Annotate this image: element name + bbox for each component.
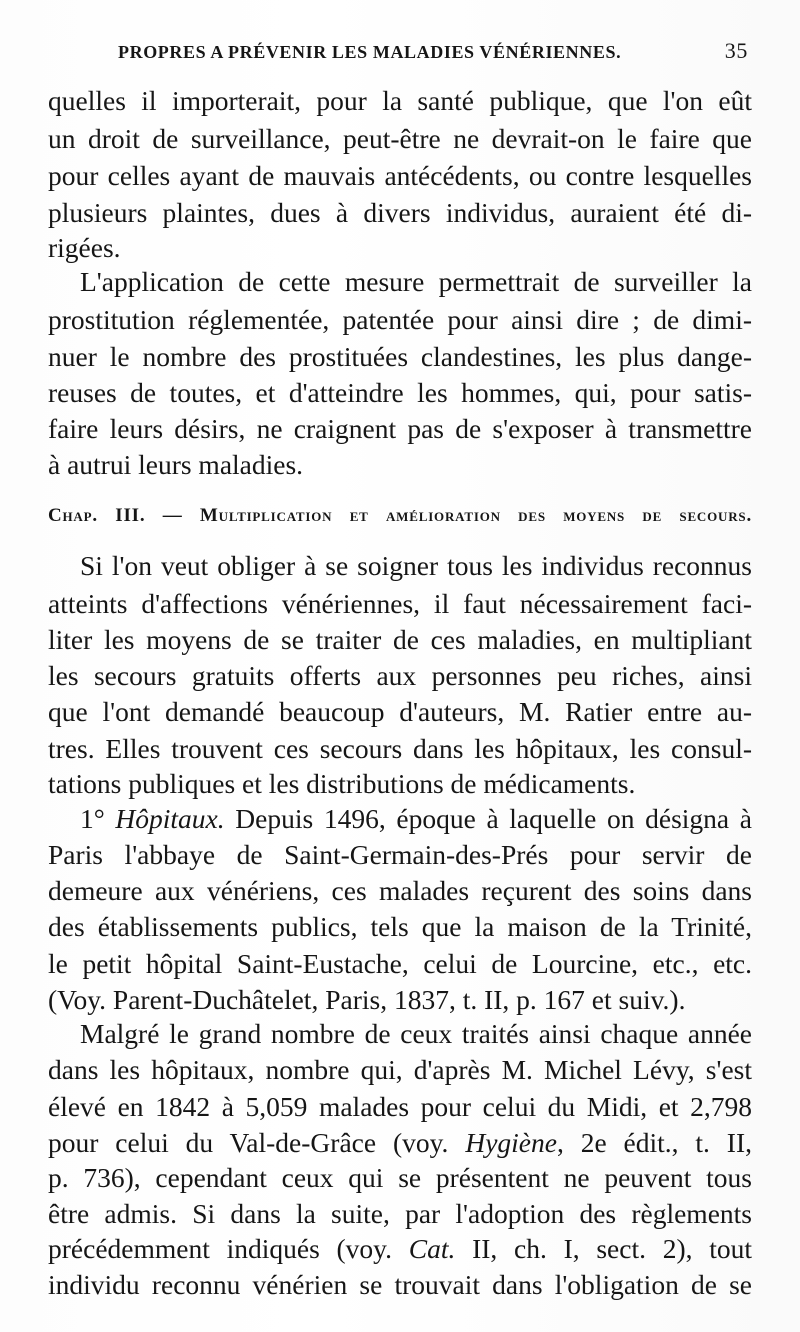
- text-line: (Voy. Parent-Duchâtelet, Paris, 1837, t. II, p. 167 et suiv.).: [48, 984, 686, 1015]
- text-line: reuses de toutes, et d'atteindre les hommes, qui, pour satis-: [48, 377, 752, 408]
- text-fragment: II, ch. I, sect. 2), tout: [455, 1233, 752, 1264]
- text-line: pour celles ayant de mauvais antécédents, ou contre lesquelles: [48, 160, 752, 191]
- text-line: quelles il importerait, pour la santé publique, que l'on eût: [48, 85, 752, 116]
- text-fragment: Depuis 1496, époque à laquelle on désigna à: [224, 803, 752, 834]
- running-head: [48, 38, 748, 68]
- text-line: nuer le nombre des prostituées clandestines, les plus dange-: [48, 341, 752, 372]
- text-fragment: , 2e édit., t. II,: [556, 1127, 752, 1158]
- text-line: [48, 1232, 752, 1266]
- page-number: 35: [724, 38, 748, 63]
- text-line: liter les moyens de se traiter de ces maladies, en multipliant: [48, 624, 752, 655]
- chapter-heading: Chap. III. — Multiplication et amélioration des moyens de secours.: [48, 505, 752, 526]
- text-line: plusieurs plaintes, dues à divers individus, auraient été di-: [48, 197, 752, 228]
- text-line: un droit de surveillance, peut-être ne devrait-on le faire que: [48, 123, 752, 154]
- italic-reference: Cat.: [408, 1233, 456, 1264]
- text-line: prostitution réglementée, patentée pour ainsi dire ; de dimi-: [48, 304, 752, 335]
- italic-title: Hygiène: [465, 1127, 557, 1158]
- text-line: tres. Elles trouvent ces secours dans les hôpitaux, les consul-: [48, 733, 752, 764]
- text-line: demeure aux vénériens, ces malades reçurent des soins dans: [48, 875, 752, 906]
- text-line: rigées.: [48, 232, 121, 263]
- text-line: les secours gratuits offerts aux personnes peu riches, ainsi: [48, 660, 752, 691]
- text-line: élevé en 1842 à 5,059 malades pour celui du Midi, et 2,798: [48, 1091, 752, 1122]
- section-term: Hôpitaux.: [115, 803, 225, 834]
- text-line: atteints d'affections vénériennes, il faut nécessairement faci-: [48, 588, 752, 619]
- text-line: à autrui leurs maladies.: [48, 449, 304, 480]
- text-line: p. 736), cependant ceux qui se présentent ne peuvent tous: [48, 1162, 752, 1193]
- text-line: Malgré le grand nombre de ceux traités ainsi chaque année: [80, 1018, 752, 1049]
- text-line: être admis. Si dans la suite, par l'adoption des règlements: [48, 1198, 752, 1229]
- text-line: tations publiques et les distributions de médicaments.: [48, 768, 636, 799]
- text-line: L'application de cette mesure permettrait de surveiller la: [80, 266, 752, 297]
- running-head-title: PROPRES A PRÉVENIR LES MALADIES VÉNÉRIENNES.: [118, 42, 622, 62]
- text-line: Si l'on veut obliger à se soigner tous les individus reconnus: [80, 550, 752, 581]
- text-line: que l'ont demandé beaucoup d'auteurs, M. Ratier entre au-: [48, 696, 752, 727]
- text-line: le petit hôpital Saint-Eustache, celui de Lourcine, etc., etc.: [48, 948, 752, 979]
- text-line: [80, 802, 752, 836]
- text-line: [48, 1126, 752, 1160]
- text-line: dans les hôpitaux, nombre qui, d'après M. Michel Lévy, s'est: [48, 1054, 752, 1085]
- text-line: Paris l'abbaye de Saint-Germain-des-Prés pour servir de: [48, 839, 752, 870]
- text-fragment: précédemment indiqués (voy.: [48, 1233, 409, 1264]
- text-line: faire leurs désirs, ne craignent pas de s'exposer à transmettre: [48, 413, 752, 444]
- section-number: 1°: [80, 803, 105, 834]
- text-fragment: pour celui du Val-de-Grâce (voy.: [48, 1127, 466, 1158]
- text-line: des établissements publics, tels que la maison de la Trinité,: [48, 911, 752, 942]
- text-line: individu reconnu vénérien se trouvait dans l'obligation de se: [48, 1269, 752, 1300]
